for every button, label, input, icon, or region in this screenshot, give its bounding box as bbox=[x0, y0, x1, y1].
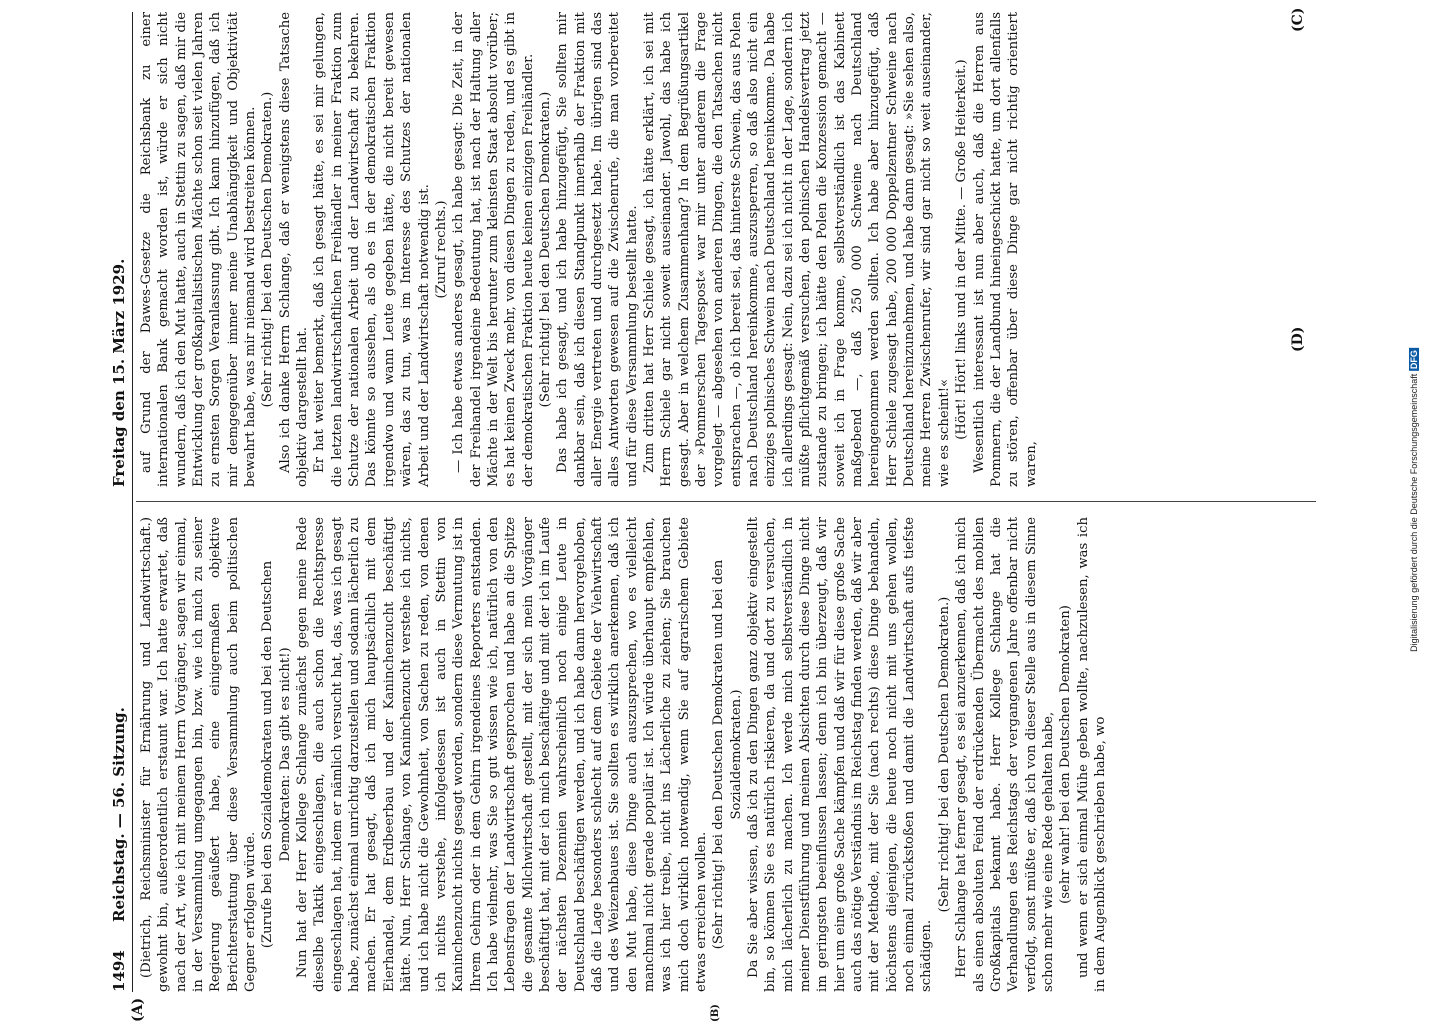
paragraph: — Ich habe etwas anderes gesagt, ich habe gesagt: Die Zeit, in der der Freihandel irgendeine Bedeutung hat, ist nach der Haltung aller Mächte in der Welt bis herunter zum kleinsten Staat absolut vorüber; es hat keinen Zweck mehr, von diesen Dingen zu reden, und es gibt in der demokratischen Fraktion heute keinen einzigen Freihändler. bbox=[451, 12, 536, 487]
paragraph: auf Grund der Dawes-Gesetze die Reichsbank zu einer internationalen Bank gemacht worden ist, würde er sich nicht wundern, daß ich den Mut hatte, auch in Stettin zu sagen, daß mir die Entwicklung der großkapitalistischen Mächte schon seit vielen Jahren zu ernsten Sorgen Veranlassung gibt. Ich kann hinzufügen, daß ich mir demgegenüber immer meine Unabhängigkeit und Objektivität bewahrt habe, was mir niemand wird bestreiten können. bbox=[139, 12, 259, 487]
interjection: (Sehr richtig! bei den Deutschen Demokraten und bei den Sozialdemokraten.) bbox=[711, 559, 744, 950]
interjection: (sehr wahr! bei den Deutschen Demokraten) bbox=[1058, 605, 1074, 904]
right-column bbox=[138, 12, 1318, 487]
paragraph: Da Sie aber wissen, daß ich zu den Dingen ganz objektiv eingestellt bin, so können Sie es natürlich riskieren, da und dort zu versuchen, mich lächerlich zu machen. Ich werde mich selbstverständlich in meiner Dienstführung und meinen Absichten durch diese Dinge nicht im geringsten beeinflussen lassen; denn ich bin überzeugt, daß wir hier um eine große Sache kämpfen und daß wir für diese große Sache auch das nötige Verständnis im Reichstag finden werden, daß wir aber mit der Methode, mit der Sie (nach rechts) diese Dinge behandeln, höchstens diejenigen, die heute noch nicht mit uns gehen wollen, noch einmal zurückstoßen und damit die Landwirtschaft aufs tiefste schädigen. bbox=[746, 517, 935, 992]
paragraph: Herr Schlange hat ferner gesagt, es sei anzuerkennen, daß ich mich als einen absoluten Feind der erdrückenden Übermacht des mobilen Großkapitals bekannt habe. Herr Kollege Schlange hat die Verhandlungen des Reichstags der vergangenen Jahre offenbar nicht verfolgt, sonst müßte er, daß ich von dieser Stelle aus in diesem Sinne schon mehr wie eine Rede gehalten habe, bbox=[954, 517, 1056, 992]
paragraph: Zum dritten hat Herr Schiele gesagt, ich hätte erklärt, ich sei mit Herrn Schiele gar nicht soweit auseinander. Jawohl, das habe ich gesagt. Aber in welchem Zusammenhang? In dem Begrüßungsartikel der »Pommerschen Tagespost« war mir unter anderem die Frage vorgelegt — abgesehen von anderen Dingen, die den Tatsachen nicht entsprachen —, ob ich bereit sei, das hinterste Schwein, das aus Polen nach Deutschland hereinkomme, auszusperren, so daß also nicht ein einziges polnisches Schwein nach Deutschland hereinkomme. Da habe ich allerdings gesagt: Nein, dazu sei ich nicht in der Lage, sondern ich müßte pflichtgemäß versuchen, den polnischen Handelsvertrag jetzt zustande zu bringen; ich hätte den Polen die Konzession gemacht — soweit ich in Frage komme, selbstverständlich ist das Kabinett maßgebend —, daß 250 000 Schweine nach Deutschland hereingenommen werden sollten. Ich habe aber hinzugefügt, daß Herr Schiele zugesagt habe, 200 000 Doppelzentner Schweine nach Deutschland hereinzunehmen, und habe dann gesagt: »Sie sehen also, meine Herren Zwischenrufer, wir sind gar nicht so weit auseinander, wie es scheint!« bbox=[641, 12, 952, 487]
left-column bbox=[138, 517, 1318, 992]
paragraph: (Dietrich, Reichsminister für Ernährung und Landwirtschaft.) gewohnt bin, außerordentlich erstaunt war. Ich hatte erwartet, daß nach der Art, wie ich mit meinem Herrn Vorgänger, sagen wir einmal, in der Versammlung umgegangen bin, bzw. wie ich mich zu seiner Regierung geäußert habe, eine einigermaßen objektive Berichterstattung über diese Versammlung auch beim politischen Gegner erfolgen würde. bbox=[139, 517, 259, 992]
margin-marker-d: (D) bbox=[1290, 326, 1306, 352]
paragraph: Das habe ich gesagt, und ich habe hinzugefügt, Sie sollten mir dankbar sein, daß ich diesen Standpunkt innerhalb der Fraktion mit aller Energie vertreten und durchgesetzt habe. Im übrigen sind das alles Antworten gewesen auf die Zwischenrufe, die man vorbereitet und für diese Versammlung bestellt hatte. bbox=[555, 12, 640, 487]
paragraph: und wenn er sich einmal Mühe geben wollte, nachzulesen, was ich in dem Augenblick geschrieben habe, wo bbox=[1075, 517, 1108, 992]
dfg-logo: DFG bbox=[1409, 350, 1419, 370]
interjection: (Sehr richtig! bei den Deutschen Demokraten.) bbox=[260, 91, 276, 408]
paragraph: Nun hat der Herr Kollege Schlange zunächst gegen meine Rede dieselbe Taktik eingeschlagen, die auch schon die Rechtspresse eingeschlagen hat, indem er nämlich versucht hat, das, was ich gesagt habe, zunächst einmal unrichtig darzustellen und sodann lächerlich zu machen. Er hat gesagt, daß ich mich hauptsächlich mit dem Eierhandel, dem Erdbeerbau und der Kaninchenzucht beschäftigt hätte. Nun, Herr Schlange, von Kaninchenzucht verstehe ich nichts, und ich habe nicht die Gewohnheit, von Sachen zu reden, von denen ich nichts verstehe, infolgedessen ist auch in Stettin von Kaninchenzucht nichts gesagt worden, sondern diese Vermutung ist in Ihrem Gehirn oder in dem Gehirn irgendeines Reporters entstanden. Ich habe vielmehr, was Sie so gut wissen wie ich, natürlich von den Lebensfragen der Landwirtschaft gesprochen und habe an die Spitze die gesamte Milchwirtschaft gestellt, mit der sich mein Vorgänger beschäftigt hat, mit der ich mich beschäftige und mit der ich im Laufe der nächsten Dezennien wahrscheinlich noch einige Leute in Deutschland beschäftigen werden, und ich habe dann hervorgehoben, daß die Lage besonders schlecht auf dem Gebiete der Viehwirtschaft und des Weizenbaues ist. Sie sollten es wirklich anerkennen, daß ich den Mut habe, diese Dinge auch auszusprechen, wo es vielleicht manchmal nicht gerade populär ist. Ich würde überhaupt empfehlen, was ich hier treibe, nicht ins Lächerliche zu ziehen; Sie brauchen mich doch wirklich notwendig, wenn Sie auf agrarischem Gebiete etwas erreichen wollen. bbox=[295, 517, 709, 992]
interjection: (Sehr richtig! bei den Deutschen Demokraten.) bbox=[936, 596, 952, 913]
column-divider bbox=[136, 501, 1316, 502]
margin-marker-c: (C) bbox=[1290, 7, 1306, 32]
interjection: (Sehr richtig! bei den Deutschen Demokraten.) bbox=[537, 91, 553, 408]
header-title: Reichstag. — 56. Sitzung. bbox=[110, 707, 128, 922]
rotated-text-page bbox=[110, 7, 1320, 1022]
margin-marker-a: (A) bbox=[130, 997, 146, 1022]
header-date: Freitag den 15. März 1929. bbox=[110, 258, 128, 487]
paragraph: Also ich danke Herrn Schlange, daß er wenigstens diese Tatsache objektiv dargestellt hat. bbox=[277, 12, 311, 487]
dfg-credit bbox=[1409, 348, 1419, 652]
page-header bbox=[110, 12, 133, 992]
interjection: (Hört! Hört! links und in der Mitte. — Große Heiterkeit.) bbox=[954, 59, 970, 440]
margin-marker-b: (B) bbox=[710, 1004, 721, 1022]
interjection: (Zurufe bei den Sozialdemokraten und bei den Deutschen Demokraten: Das gibt es nicht!) bbox=[260, 560, 293, 949]
interjection: (Zuruf rechts.) bbox=[433, 200, 449, 299]
page-number: 1494 bbox=[110, 950, 128, 992]
dfg-credit-text: Digitalisierung gefördert durch die Deutsche Forschungsgemeinschaft bbox=[1409, 373, 1419, 652]
paragraph: Er hat weiter bemerkt, daß ich gesagt hätte, es sei mir gelungen, die letzten landwirtschaftlichen Freihändler in meiner Fraktion zum Schutze der nationalen Arbeit und der Landwirtschaft zu bekehren. Das könnte so aussehen, als ob es in der demokratischen Fraktion irgendwo und wann Leute gegeben hätte, die nicht bereit gewesen wären, das zu tun, was im Interesse des Schutzes der nationalen Arbeit und der Landwirtschaft notwendig ist. bbox=[312, 12, 432, 487]
paragraph: Wesentlich interessant ist nun aber auch, daß die Herren aus Pommern, die der Landbund hineingeschickt hatte, um dort allenfalls zu stören, offenbar über diese Dinge gar nicht richtig orientiert waren, bbox=[971, 12, 1039, 487]
